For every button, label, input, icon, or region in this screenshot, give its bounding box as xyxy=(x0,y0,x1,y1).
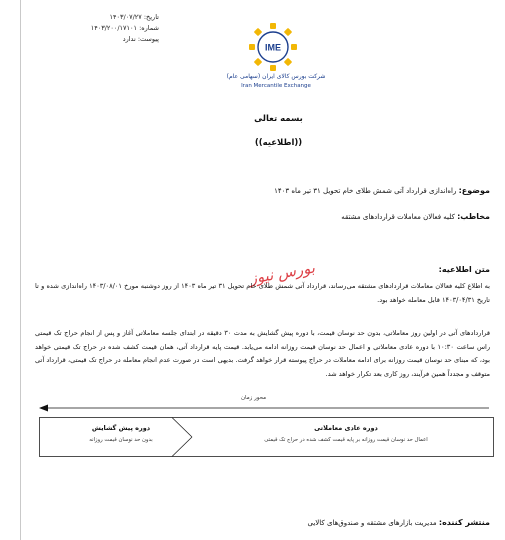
ime-logo-icon xyxy=(243,22,303,72)
addressee-label: مخاطب: xyxy=(457,212,490,221)
timeline-arrow xyxy=(39,402,494,414)
attachment-line: پیوست: ندارد xyxy=(122,35,159,43)
normal-period-title: دوره عادی معاملاتی xyxy=(314,424,378,432)
addressee-text: کلیه فعالان معاملات قراردادهای مشتقه xyxy=(341,213,455,221)
company-name-fa: شرکت بورس کالای ایران (سهامی عام) xyxy=(226,73,326,80)
pre-opening-text: بدون حد نوسان قیمت روزانه xyxy=(89,437,153,443)
pre-opening-title: دوره پیش گشایش xyxy=(91,424,151,432)
date-line: تاریخ: ۱۴۰۳/۰۷/۲۷ xyxy=(109,13,159,21)
subject-text: راه‌اندازی قرارداد آتی شمش طلای خام تحویل ۳۱ تیر ماه ۱۴۰۳ xyxy=(274,187,457,195)
publisher-row xyxy=(308,518,491,527)
body-section-title: متن اطلاعیه: xyxy=(438,265,490,274)
svg-text:IME: IME xyxy=(264,42,282,53)
publisher-text: مدیریت بازارهای مشتقه و صندوق‌های کالایی xyxy=(307,519,437,527)
normal-period-text: اعمال حد نوسان قیمت روزانه بر پایه قیمت کشف شده در حراج تک قیمتی xyxy=(264,437,428,443)
body-paragraph-2: قراردادهای آتی در اولین روز معاملاتی، بدون حد نوسان قیمت، با دوره پیش گشایش به مدت ۳۰ دقیقه در ابتدای جلسه معاملاتی آغاز و پس از انجام حراج تک قیمتی راس ساعت ۱۰:۳۰ با دوره عادی معاملاتی و اعمال حد نوسان قیمت روزانه ادامه می‌یابد. قیمت پایه قرارداد آتی، همان قیمت کشف شده در حراج تک قیمتی خواهد بود، که مبنای حد نوسان قیمت روزانه برای ادامه معاملات در حراج پیوسته قرار خواهد گرفت. بدیهی است در صورت عدم انجام معامله در حراج تک قیمتی، قرارداد آتی متوقف و مجدداً همین فرآیند، روز کاری بعد تکرار خواهد شد. xyxy=(35,329,491,378)
timeline-axis-label: محور زمان xyxy=(241,395,267,401)
body-paragraph-1: به اطلاع کلیه فعالان معاملات قراردادهای مشتقه می‌رساند، قرارداد آتی شمش طلای خام تحویل ۳۱ تیر ماه ۱۴۰۳ از روز دوشنبه مورخ ۱۴۰۳/۰۸/۰۱ راه‌اندازی شده و تا تاریخ ۱۴۰۳/۰۴/۳۱ قابل معامله خواهد بود. xyxy=(35,282,490,304)
page-title: ((اطلاعیه)) xyxy=(254,138,303,148)
document-page xyxy=(20,0,505,540)
invocation: بسمه تعالی xyxy=(254,114,303,124)
number-line: شماره: ۱۴۰۳/۲۰۰/۱۷۱۰۱ xyxy=(90,24,159,32)
svg-text:بورس نیوز: بورس نیوز xyxy=(248,258,317,288)
subject-row xyxy=(274,186,490,195)
company-name-en: Iran Mercantile Exchange xyxy=(241,83,311,89)
addressee-row xyxy=(341,212,490,221)
publisher-label: منتشر کننده: xyxy=(438,518,490,527)
document-meta xyxy=(49,12,159,45)
subject-label: موضوع: xyxy=(458,186,490,195)
